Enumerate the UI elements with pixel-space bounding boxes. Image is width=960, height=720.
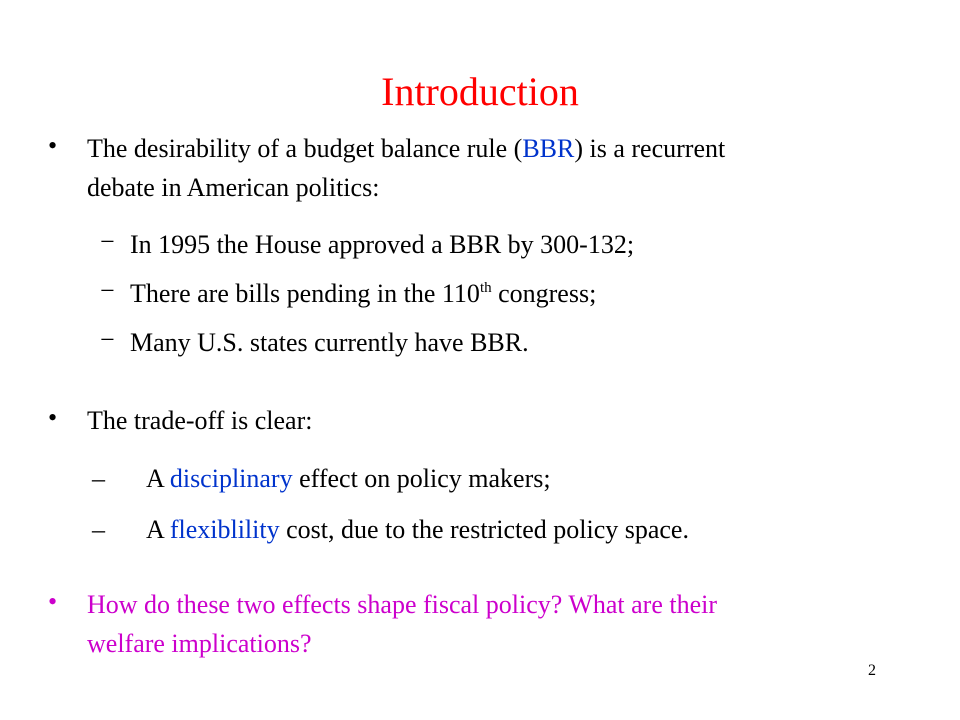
- bullet-2-text: The trade-off is clear:: [87, 406, 313, 435]
- sub-item-disciplinary-b: effect on policy makers;: [292, 464, 551, 493]
- ordinal-superscript: th: [479, 280, 492, 296]
- bbr-term: BBR: [522, 134, 575, 163]
- bullet-marker-3: •: [48, 587, 58, 616]
- page-number: 2: [868, 662, 876, 679]
- sub-item-bills-pending-tail: congress;: [491, 279, 597, 308]
- sub-item-states-bbr: Many U.S. states currently have BBR.: [130, 328, 529, 357]
- bullet-1-text-a: The desirability of a budget balance rule (: [87, 134, 523, 163]
- sub-item-bills-pending: [130, 274, 596, 313]
- sub-item-flexibility: [146, 510, 689, 549]
- dash-marker-5: –: [92, 515, 105, 544]
- sub-item-bills-pending-text: There are bills pending in the 110: [130, 279, 480, 308]
- bullet-1-text: [87, 129, 887, 207]
- bullet-3-line-2: welfare implications?: [87, 629, 312, 658]
- dash-marker-1: −: [100, 227, 115, 256]
- slide-title: Introduction: [381, 69, 579, 114]
- sub-item-disciplinary: [146, 459, 551, 498]
- sub-item-disciplinary-a: A: [146, 464, 170, 493]
- bullet-3-line-1: How do these two effects shape fiscal policy? What are their: [87, 590, 718, 619]
- bullet-1-text-b: ) is a recurrent: [574, 134, 726, 163]
- dash-marker-3: −: [100, 325, 115, 354]
- dash-marker-4: –: [92, 464, 105, 493]
- disciplinary-term: disciplinary: [169, 464, 293, 493]
- sub-item-flexibility-a: A: [146, 515, 170, 544]
- bullet-marker-1: •: [48, 131, 58, 160]
- sub-item-house-approval: In 1995 the House approved a BBR by 300-132;: [130, 230, 635, 259]
- bullet-marker-2: •: [48, 403, 58, 432]
- bullet-1-text-c: debate in American politics:: [87, 173, 380, 202]
- bullet-3-question: [87, 585, 887, 663]
- sub-item-flexibility-b: cost, due to the restricted policy space.: [279, 515, 689, 544]
- dash-marker-2: −: [100, 276, 115, 305]
- flexibility-term: flexiblility: [169, 515, 280, 544]
